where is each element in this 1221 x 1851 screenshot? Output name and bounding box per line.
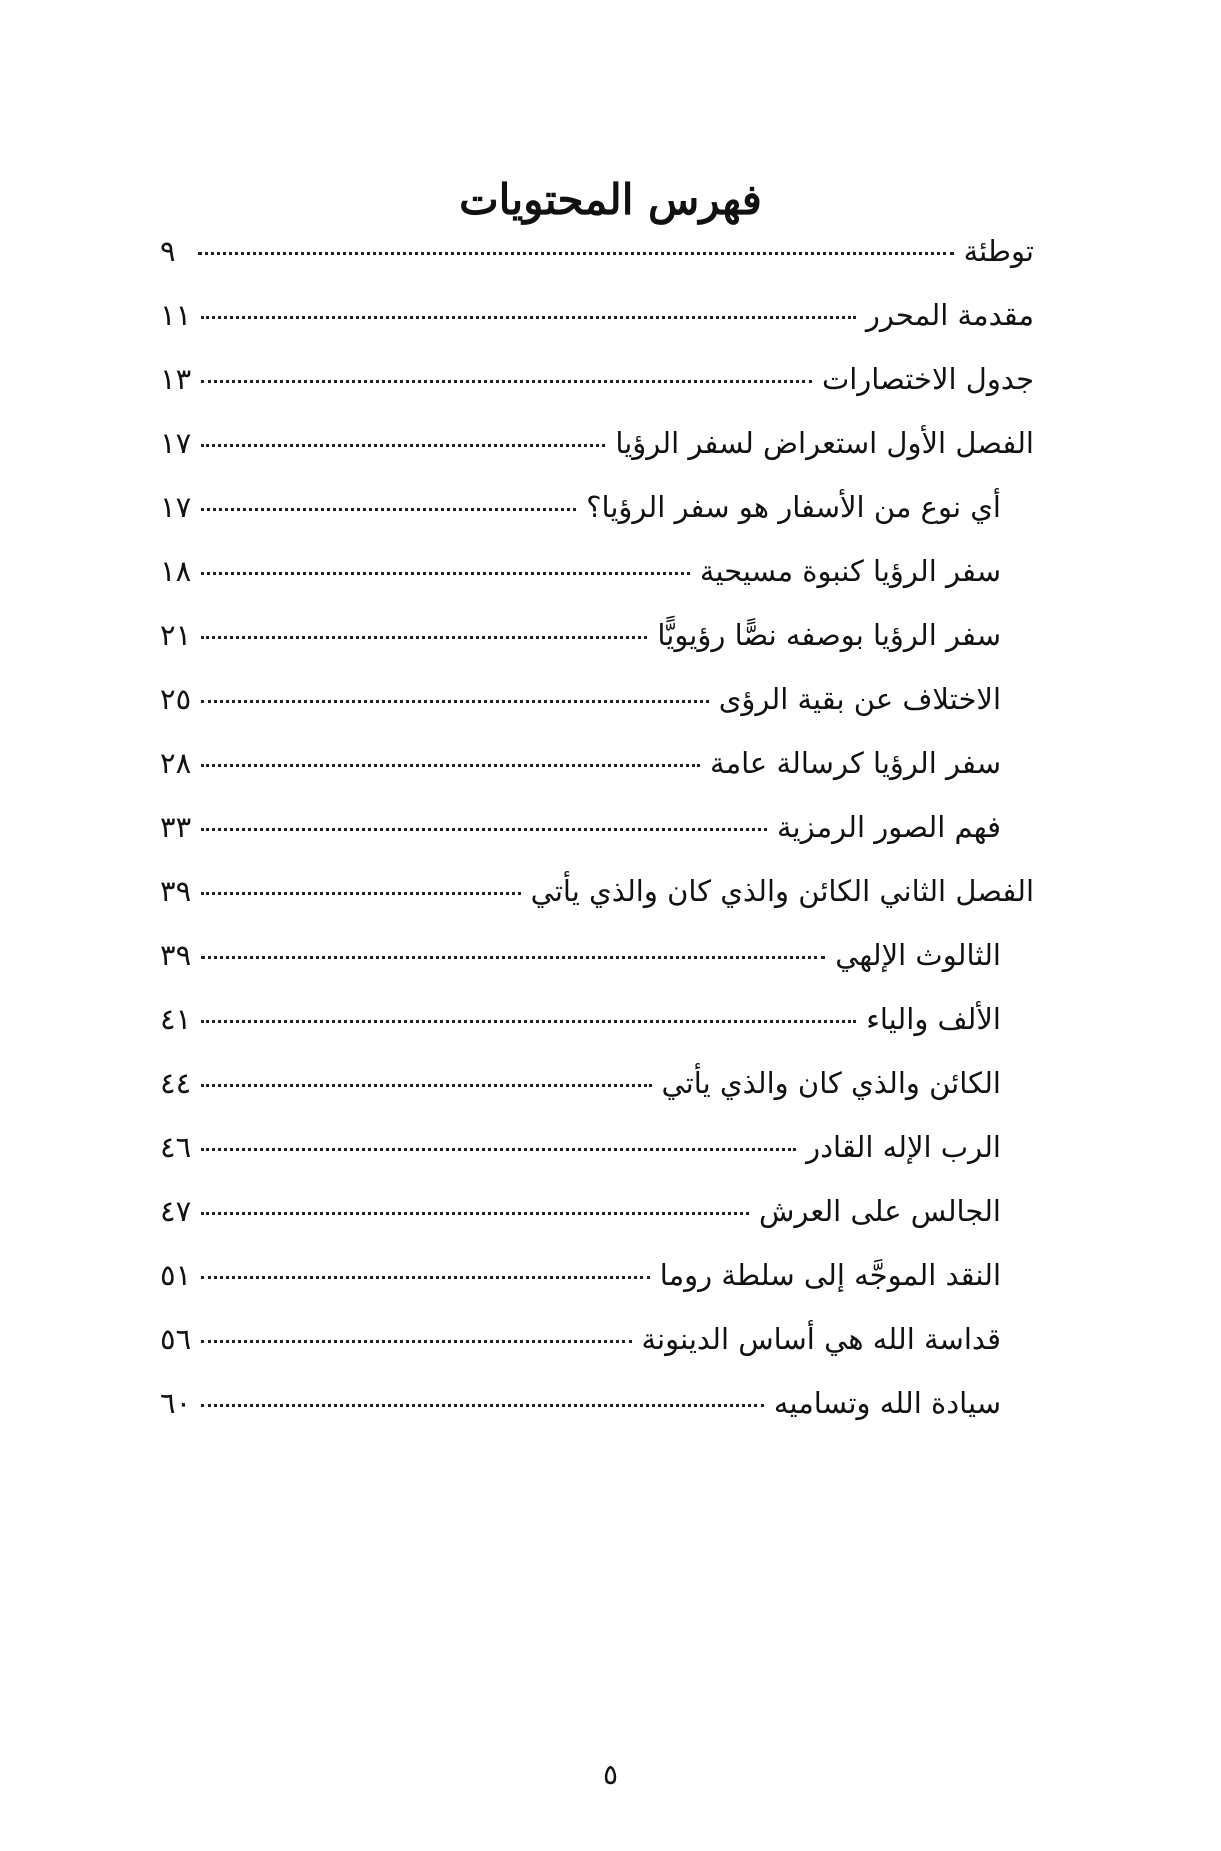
dot-leader xyxy=(201,956,825,959)
toc-entry-page: ٩ xyxy=(160,234,176,268)
toc-entry xyxy=(160,417,1034,469)
toc-entry-title: فهم الصور الرمزية xyxy=(776,810,1001,844)
dot-leader xyxy=(201,828,767,831)
dot-leader xyxy=(201,1404,764,1407)
toc-entry xyxy=(160,1057,1001,1109)
page-title: فهرس المحتويات xyxy=(459,175,762,224)
dot-leader xyxy=(201,700,709,703)
toc-entry xyxy=(160,1249,1001,1301)
dot-leader xyxy=(201,892,521,895)
dot-leader xyxy=(201,1020,856,1023)
toc-entry-title: الجالس على العرش xyxy=(758,1194,1001,1228)
dot-leader xyxy=(201,764,700,767)
dot-leader xyxy=(201,1148,796,1151)
toc-entry-title: سيادة الله وتساميه xyxy=(773,1386,1001,1420)
toc-entry xyxy=(160,1121,1001,1173)
toc-entry xyxy=(160,609,1001,661)
toc-entry xyxy=(160,865,1034,917)
toc-entry xyxy=(160,545,1001,597)
dot-leader xyxy=(201,508,576,511)
toc-entry-title: مقدمة المحرر xyxy=(865,298,1034,332)
toc-entry-title: النقد الموجَّه إلى سلطة روما xyxy=(659,1258,1001,1292)
dot-leader xyxy=(201,444,605,447)
toc-entry-title: الثالوث الإلهي xyxy=(835,938,1001,972)
toc-entry xyxy=(160,673,1001,725)
toc-entry xyxy=(160,353,1034,405)
dot-leader xyxy=(201,572,690,575)
toc-entry-page: ٥٦ xyxy=(160,1322,192,1356)
toc-entry xyxy=(160,481,1001,533)
toc-entry-page: ٣٩ xyxy=(160,938,192,972)
dot-leader xyxy=(201,1276,650,1279)
toc-entry-page: ٤١ xyxy=(160,1002,192,1036)
toc-entry-page: ١٧ xyxy=(160,426,192,460)
toc-entry-page: ٦٠ xyxy=(160,1386,192,1420)
page-number: ٥ xyxy=(602,1758,619,1791)
toc-entry-page: ١٧ xyxy=(160,490,192,524)
toc-entry xyxy=(160,225,1034,277)
toc-entry-page: ٤٤ xyxy=(160,1066,192,1100)
toc-entry-page: ٥١ xyxy=(160,1258,192,1292)
toc-entry-title: قداسة الله هي أساس الدينونة xyxy=(641,1322,1001,1356)
toc-entry-title: الألف والياء xyxy=(866,1002,1001,1036)
toc-entry-title: سفر الرؤيا كرسالة عامة xyxy=(710,746,1001,780)
toc-entry-title: الرب الإله القادر xyxy=(806,1130,1001,1164)
toc-entry-page: ٢١ xyxy=(160,618,192,652)
toc-entry-page: ٢٨ xyxy=(160,746,192,780)
toc-entry-title: سفر الرؤيا بوصفه نصًّا رؤيويًّا xyxy=(657,618,1001,652)
toc-entry-page: ٣٣ xyxy=(160,810,192,844)
toc-entry-page: ١٨ xyxy=(160,554,192,588)
dot-leader xyxy=(198,252,954,255)
toc-entry-title: الكائن والذي كان والذي يأتي xyxy=(661,1066,1001,1100)
toc-entry xyxy=(160,1313,1001,1365)
dot-leader xyxy=(201,316,856,319)
toc-entry-title: سفر الرؤيا كنبوة مسيحية xyxy=(699,554,1001,588)
toc-entry xyxy=(160,737,1001,789)
toc-entry-title: توطئة xyxy=(963,234,1034,268)
toc-entry-title: أي نوع من الأسفار هو سفر الرؤيا؟ xyxy=(586,490,1001,524)
toc-entry xyxy=(160,289,1034,341)
toc-entry-title: جدول الاختصارات xyxy=(821,362,1034,396)
toc-entry xyxy=(160,1185,1001,1237)
toc-entry-page: ٢٥ xyxy=(160,682,192,716)
dot-leader xyxy=(201,1340,631,1343)
toc-entry xyxy=(160,993,1001,1045)
toc-entry-page: ١١ xyxy=(160,298,192,332)
toc-entry-page: ١٣ xyxy=(160,362,192,396)
toc-entry xyxy=(160,801,1001,853)
toc-entry xyxy=(160,929,1001,981)
dot-leader xyxy=(201,636,647,639)
toc-entry-page: ٤٧ xyxy=(160,1194,192,1228)
toc-entry xyxy=(160,1377,1001,1429)
toc-entry-title: الاختلاف عن بقية الرؤى xyxy=(718,682,1001,716)
toc-entry-title: الفصل الأول استعراض لسفر الرؤيا xyxy=(615,426,1034,460)
toc-entry-title: الفصل الثاني الكائن والذي كان والذي يأتي xyxy=(530,874,1034,908)
toc-entry-page: ٣٩ xyxy=(160,874,192,908)
toc-entry-page: ٤٦ xyxy=(160,1130,192,1164)
dot-leader xyxy=(201,1084,651,1087)
dot-leader xyxy=(201,380,812,383)
dot-leader xyxy=(201,1212,749,1215)
